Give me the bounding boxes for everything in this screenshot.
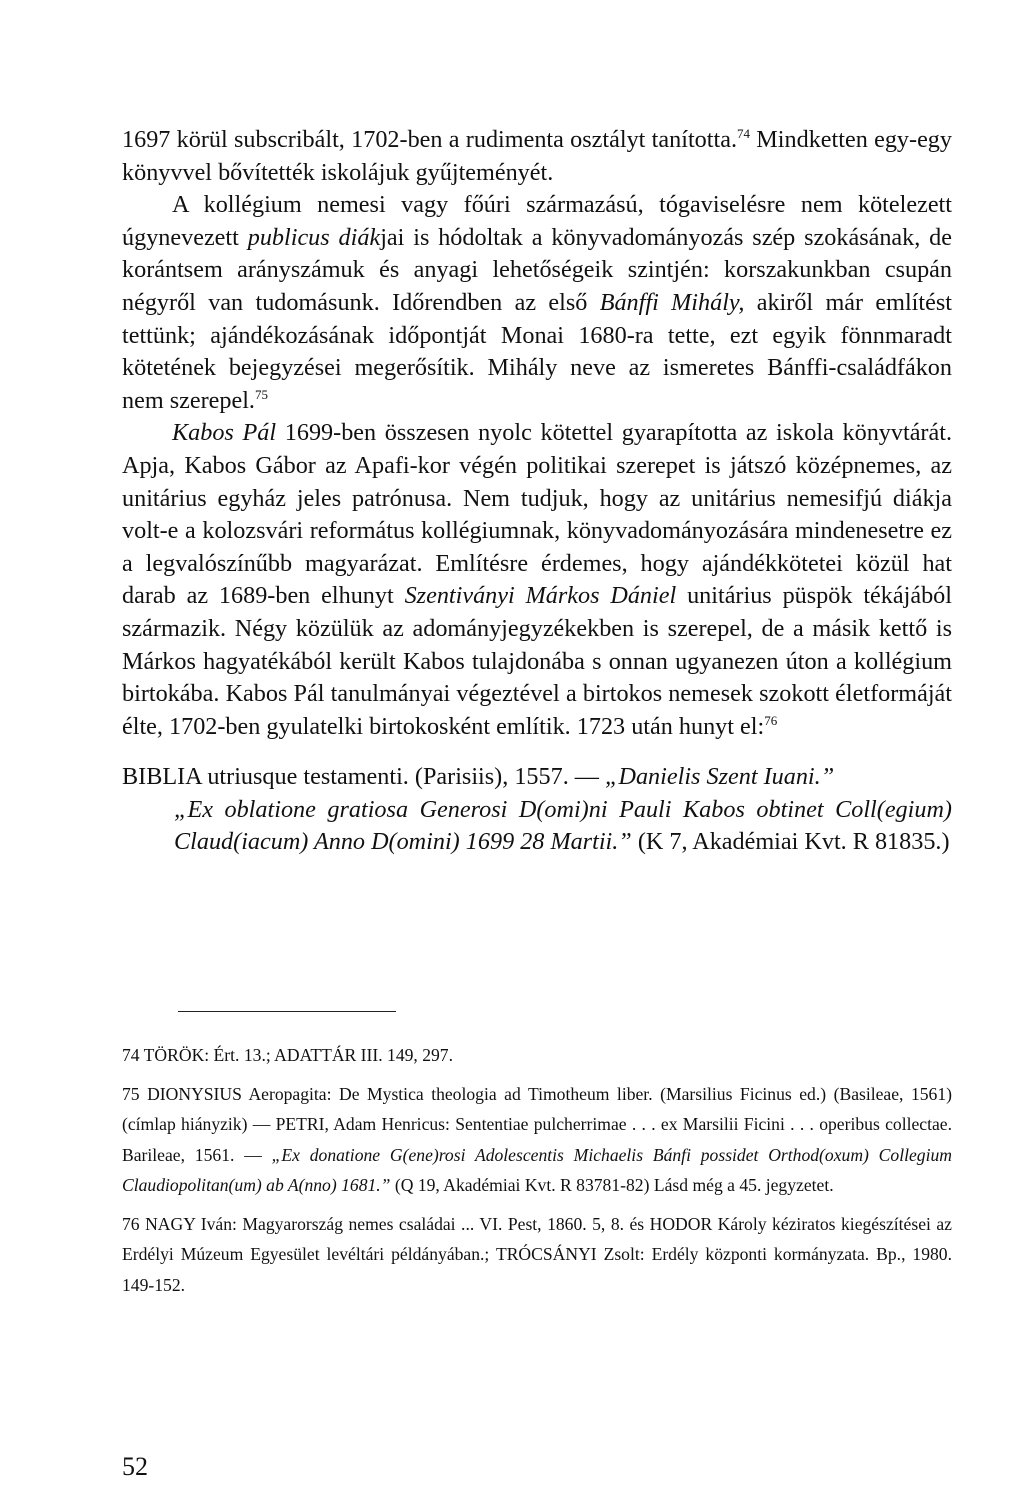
entry-title-line [122, 761, 952, 794]
footnote-75-italic: „Ex donatione G(ene)rosi Adolescentis Michaelis Bánfi possidet Orthod(oxum) Collegium Claudiopolitan(um) ab A(nno) 1681.” [122, 1144, 952, 1195]
footnote-ref-75: 75 [254, 386, 268, 402]
paragraph-3-italic-kabos: Kabos Pál [172, 419, 277, 447]
footnote-76-text: 76 NAGY Iván: Magyarország nemes családai ... VI. Pest, 1860. 5, 8. és HODOR Károly kéziratos kiegészítései az Erdélyi Múzeum Egyesület levéltári példányában.; TRÓCSÁNYI Zsolt: Erdély központi kormányzata. Bp., 1980. 149-152. [122, 1213, 952, 1295]
entry-title: BIBLIA utriusque testamenti. (Parisiis), 1557. — [122, 763, 606, 791]
paragraph-3 [122, 417, 952, 743]
footnote-74 [122, 1040, 952, 1071]
page-number: 52 [122, 1452, 148, 1481]
footnote-ref-74: 74 [737, 126, 750, 141]
paragraph-2-italic-publicus: publicus diák [247, 223, 381, 251]
footnote-75-text-a: 75 DIONYSIUS Aeropagita: De Mystica theologia ad Timotheum liber. (Marsilius Ficinus ed.) (Basileae, 1561) (címlap hiányzik) — PETRI, Adam Henricus: Sententiae pulcherrimae . . . ex Marsilii Ficini . . . operibus collectae. Barileae, 1561. — [122, 1083, 952, 1165]
entry-body [174, 794, 952, 859]
entry-shelfmark: (K 7, Akadémiai Kvt. R 81835.) [631, 828, 950, 856]
footnote-75 [122, 1079, 952, 1201]
footnote-76 [122, 1209, 952, 1301]
paragraph-2-text-a: A kollégium nemesi vagy főúri származású, tógaviselésre nem kötelezett úgynevezett [122, 191, 952, 251]
paragraph-1-tail: Mindketten egy-egy könyvvel bővítették iskolájuk gyűjteményét. [122, 126, 952, 186]
paragraph-1-text: 1697 körül subscribált, 1702-ben a rudimenta osztályt tanította. [122, 126, 737, 153]
footnote-74-text: 74 TÖRÖK: Ért. 13.; ADATTÁR III. 149, 297. [122, 1045, 454, 1065]
paragraph-2-text-c: akiről már említést tettünk; ajándékozásának időpontját Monai 1680-ra tette, ezt egyik fönnmaradt kötetének bejegyzései megerősítik. Mihály neve az ismeretes Bánffi-családfákon nem szerepel. [122, 288, 952, 414]
footnote-ref-76: 76 [764, 712, 778, 728]
entry-donation-inscription: „Ex oblatione gratiosa Generosi D(omi)ni Pauli Kabos obtinet Coll(egium) Claud(iacum) Anno D(omini) 1699 28 Martii.” [174, 795, 952, 856]
paragraph-3-text-a: 1699-ben összesen nyolc kötettel gyarapította az iskola könyvtárát. Apja, Kabos Gábor az Apafi-kor végén politikai szerepet is játszó középnemes, az unitárius egyház jeles patrónusa. Nem tudjuk, hogy az unitárius nemesifjú diákja volt-e a kolozsvári református kollégiumnak, könyvadományozására mindenesetre ez a legvalószínűbb magyarázat. Említésre érdemes, hogy ajándékkötetei közül hat darab az 1689-ben elhunyt [122, 419, 952, 610]
paragraph-2-text-b: jai is hódoltak a könyvadományozás szép szokásának, de korántsem arányszámuk és anyagi lehetőségeik szintjén: korszakunkban csupán négyről van tudomásunk. Időrendben az első [122, 223, 952, 316]
entry-owner-inscription: „Danielis Szent Iuani.” [605, 763, 835, 791]
paragraph-2 [122, 189, 952, 417]
paragraph-1 [122, 124, 952, 189]
footnote-75-text-b: (Q 19, Akadémiai Kvt. R 83781-82) Lásd még a 45. jegyzetet. [390, 1175, 834, 1195]
footnote-divider [178, 1011, 396, 1012]
main-text [122, 124, 952, 859]
paragraph-2-italic-banffi: Bánffi Mihály, [599, 288, 745, 316]
bibliographic-entry [122, 761, 952, 859]
paragraph-3-italic-szentivanyi: Szentiványi Márkos Dániel [404, 582, 677, 610]
footnotes [122, 1040, 952, 1308]
paragraph-3-text-b: unitárius püspök tékájából származik. Négy közülük az adományjegyzékekben is szerepel, de a másik kettő is Márkos hagyatékából került Kabos tulajdonába s onnan ugyanezen úton a kollégium birtokába. Kabos Pál tanulmányai végeztével a birtokos nemesek szokott életformáját élte, 1702-ben gyulatelki birtokosként említik. 1723 után hunyt el: [122, 582, 952, 740]
